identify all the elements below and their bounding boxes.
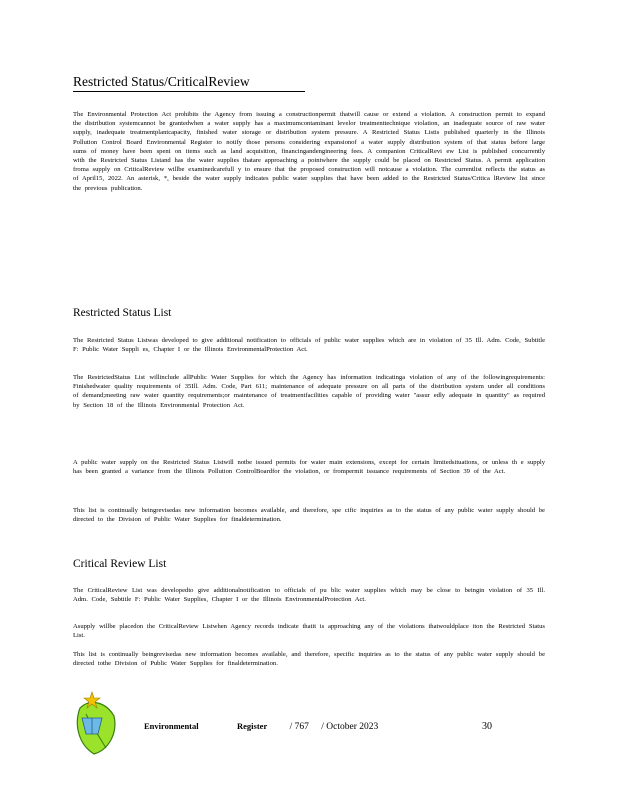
restricted-status-heading: Restricted Status List <box>73 307 172 319</box>
page-title: Restricted Status/CriticalReview <box>73 74 305 92</box>
critical-paragraph-2: Asupply willbe placedon the CriticalReview Listwhen Agency records indicate thatit is approaching any of the violations thatwouldplace iton the Restricted Status List. <box>73 623 545 640</box>
restricted-paragraph-2: The RestrictedStatus List willinclude allPublic Water Supplies for which the Agency has information indicatinga violation of any of the followingrequirements: Finishedwater quality requirements of 35Ill. Adm. Code, Part 611; maintenance of adequate pressure on all parts of the distribution system under all conditions of demand;meeting raw water quantity requirements;or maintenance of treatmentfacilities capable of providing water "assur edly adequate in quantity" as required by Section 18 of the Illinois Environmental Protection Act. <box>73 374 545 409</box>
critical-paragraph-3: This list is continually beingrevisedas new information becomes available, and therefore, specific inquiries as to the status of any public water supply should be directed tothe Division of Public Water Supplies for finaldetermination. <box>73 651 545 668</box>
restricted-paragraph-3: A public water supply on the Restricted Status Listwill notbe issued permits for water main extensions, except for certain limitedsituations, or unless th e supply has been granted a variance from the Illinois Pollution ControlBoardfor the violation, or frompermit issuance requirements of Section 39 of the Act. <box>73 459 545 476</box>
intro-paragraph: The Environmental Protection Act prohibits the Agency from issuing a constructionpermit thatwill cause or extend a violation. A construction permit to expand the distribution systemcannot be grantedwhen a water supply has a maximumcontaminant levelor treatmenttechnique violation, an inadequate source of raw water supply, inadequate treatmentplantcapacity, finished water storage or distribution system pressure. A Restricted Status Listis published quarterly in the Illinois Pollution Control Board Environmental Register to notify those persons considering expansionof a water supply distribution system of that status before large sums of money have been spent on items such as land acquisition, financingandengineering fees. A companion CriticalRevi ew List is published concurrently with the Restricted Status Listand has the water supplies thatare approaching a pointwhere the supply could be placed on Restricted Status. A permit application froma supply on CriticalReview willbe examinedcarefull y to ensure that the proposed construction will notcause a violation. The currentlist reflects the status as of April15, 2022. An asterisk, *, beside the water supply indicates public water supplies that have been added to the Restricted Status/Critica lReview list since the previous publication. <box>73 111 545 192</box>
footer-issue: / 767 <box>289 722 309 732</box>
footer-date: / October 2023 <box>321 722 379 732</box>
page-number: 30 <box>482 721 492 732</box>
illinois-pcb-logo-icon <box>72 688 124 758</box>
critical-review-heading: Critical Review List <box>73 558 167 570</box>
critical-paragraph-1: The CriticalReview List was developedto give additionalnotification to officials of pu blic water supplies which may be close to beingin violation of 35 Ill. Adm. Code, Subtitle F: Public Water Supplies, Chapter I or the Illinois EnvironmentalProtection Act. <box>73 587 545 604</box>
restricted-paragraph-4: This list is continually beingrevisedas new information becomes available, and therefore, spe cific inquiries as to the status of any public water supply should be directed to the Division of Public Water Supplies for finaldetermination. <box>73 507 545 524</box>
page-footer <box>72 688 532 768</box>
footer-publication-word2: Register <box>237 721 268 731</box>
footer-publication-word1: Environmental <box>144 721 199 731</box>
restricted-paragraph-1: The Restricted Status Listwas developed to give additional notification to officials of public water supplies which are in violation of 35 Ill. Adm. Code, Subtitle F: Public Water Suppli es, Chapter I or the Illinois EnvironmentalProtection Act. <box>73 337 545 354</box>
footer-citation <box>144 721 388 732</box>
